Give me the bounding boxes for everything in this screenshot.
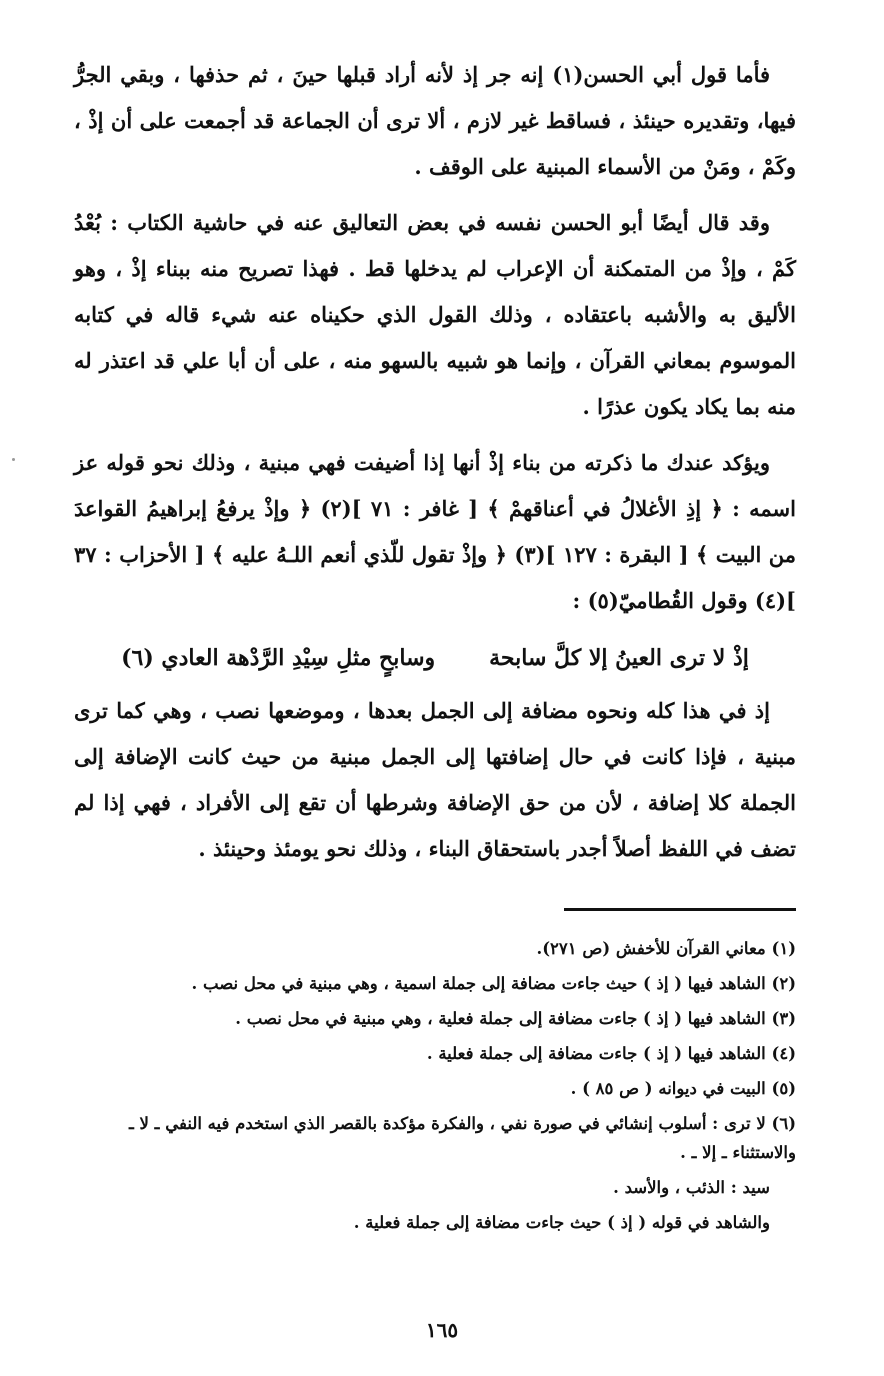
footnote-6-gloss: سيد : الذئب ، والأسد .	[613, 1178, 770, 1197]
verse-second-hemistich: وسابحٍ مثلِ سِيْدِ الرَّدْهة العادي (٦)	[121, 645, 436, 671]
footnote-4: (٤) الشاهد فيها ( إذ ) جاءت مضافة إلى جملة فعلية .	[426, 1044, 796, 1063]
footnote-6-evidence: والشاهد في قوله ( إذ ) حيث جاءت مضافة إلى جملة فعلية .	[353, 1213, 770, 1232]
footnote-divider	[564, 908, 796, 911]
footnote-1: (١) معاني القرآن للأخفش (ص ٢٧١).	[536, 939, 796, 958]
footnote-6: (٦) لا ترى : أسلوب إنشائي في صورة نفي ، والفكرة مؤكدة بالقصر الذي استخدم فيه النفي ـ لا ـ والاستثناء ـ إلا ـ .	[128, 1114, 796, 1162]
footnote-3: (٣) الشاهد فيها ( إذ ) جاءت مضافة إلى جملة فعلية ، وهي مبنية في محل نصب .	[235, 1009, 796, 1028]
footnote-2: (٢) الشاهد فيها ( إذ ) حيث جاءت مضافة إلى جملة اسمية ، وهي مبنية في محل نصب .	[191, 974, 796, 993]
paragraph-1: فأما قول أبي الحسن(١) إنه جر إذ لأنه أراد قبلها حينَ ، ثم حذفها ، وبقي الجرُّ فيها، وتقديره حينئذ ، فساقط غير لازم ، ألا ترى أن الجماعة قد أجمعت على أن إذْ ، وكَمْ ، ومَنْ من الأسماء المبنية على الوقف .	[74, 62, 796, 179]
verse-first-hemistich: إذْ لا ترى العينُ إلا كلَّ سابحة	[489, 645, 749, 671]
main-text	[74, 52, 796, 872]
paragraph-2: وقد قال أيضًا أبو الحسن نفسه في بعض التعاليق عنه في حاشية الكتاب : بُعْدُ كَمْ ، وإذْ من المتمكنة أن الإعراب لم يدخلها قط . فهذا تصريح منه ببناء إذْ ، وهو الأليق به والأشبه باعتقاده ، وذلك القول الذي حكيناه عنه شيء قاله في كتابه الموسوم بمعاني القرآن ، وإنما هو شبيه بالسهو منه ، على أن أبا علي قد اعتذر له منه بما يكاد يكون عذرًا .	[74, 210, 796, 419]
scan-speck	[12, 458, 15, 461]
poetry-verse	[74, 634, 796, 682]
paragraph-3: ويؤكد عندك ما ذكرته من بناء إذْ أنها إذا أضيفت فهي مبنية ، وذلك نحو قوله عز اسمه : ﴿ إذِ الأغلالُ في أعناقهمْ ﴾ [ غافر : ٧١ ](٢) ﴿ وإذْ يرفعُ إبراهيمُ القواعدَ من البيت ﴾ [ البقرة : ١٢٧ ](٣) ﴿ وإذْ تقول للّذي أنعم اللـهُ عليه ﴾ [ الأحزاب : ٣٧ ](٤) وقول القُطاميّ(٥) :	[74, 450, 797, 613]
footnote-5: (٥) البيت في ديوانه ( ص ٨٥ ) .	[570, 1079, 796, 1098]
page-number: ١٦٥	[425, 1318, 459, 1342]
footnotes	[74, 934, 796, 1243]
paragraph-4: إذ في هذا كله ونحوه مضافة إلى الجمل بعدها ، وموضعها نصب ، وهي كما ترى مبنية ، فإذا كانت في حال إضافتها إلى الجمل مبنية من حيث كانت الإضافة إلى الجملة كلا إضافة ، لأن من حق الإضافة وشرطها أن تقع إلى الأفراد ، فهي إذا لم تضف في اللفظ أصلاً أجدر باستحقاق البناء ، وذلك نحو يومئذ وحينئذ .	[74, 698, 796, 861]
